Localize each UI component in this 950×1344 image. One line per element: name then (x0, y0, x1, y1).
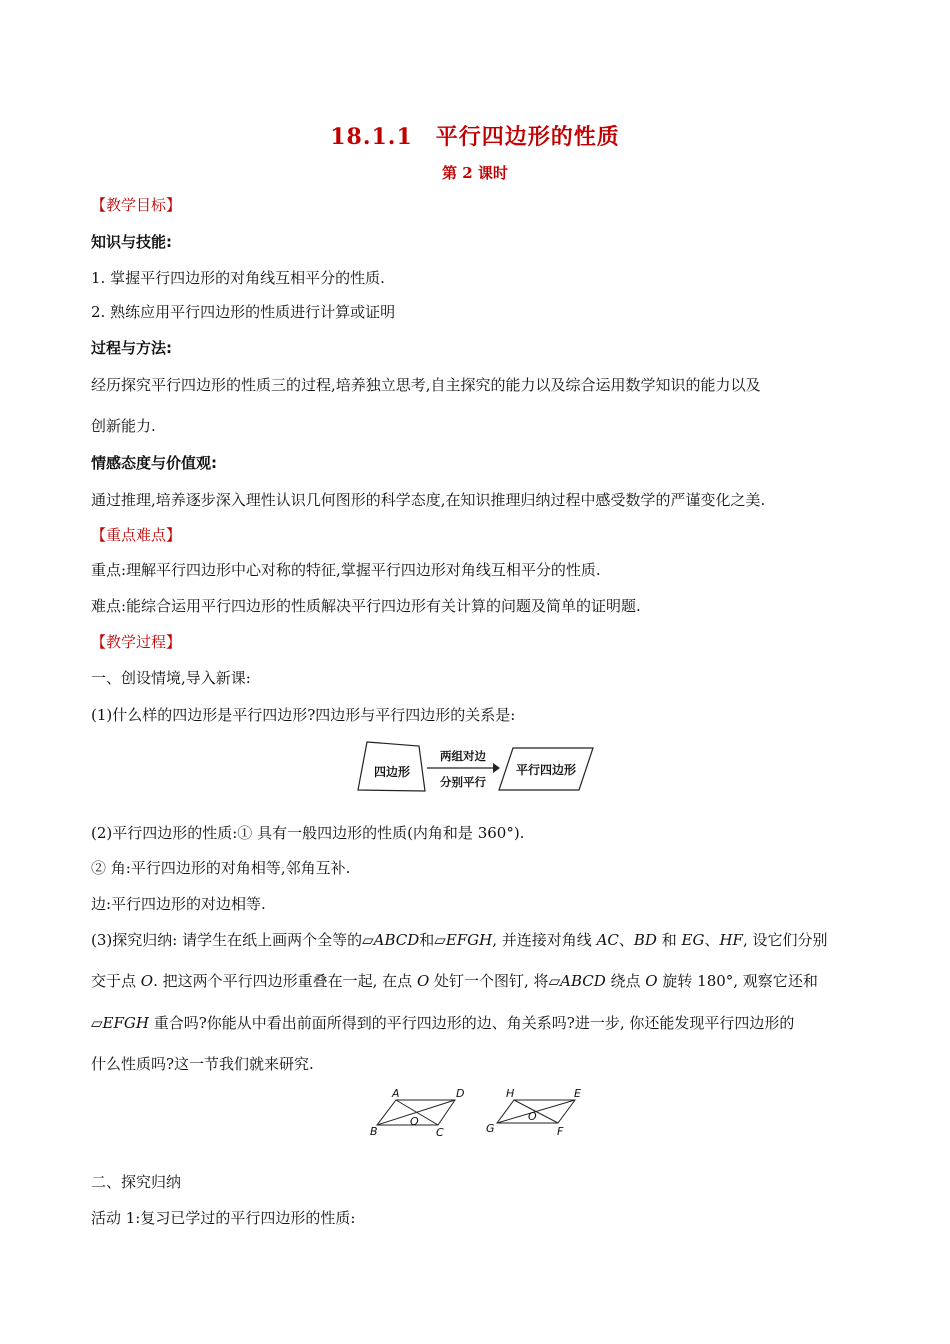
arrow-head (493, 763, 500, 773)
q3-text: (3)探究归纳: 请学生在纸上画两个全等的 (91, 931, 363, 949)
q3-text: 绕点 (605, 972, 646, 990)
knowledge-heading: 知识与技能: (91, 233, 172, 251)
q3-abcd: ABCD (560, 972, 606, 990)
focus-text: 重点:理解平行四边形中心对称的特征,掌握平行四边形对角线互相平分的性质. (91, 561, 601, 579)
section-heading-process: 【教学过程】 (91, 633, 182, 651)
part1-heading: 一、创设情境,导入新课: (91, 669, 251, 687)
q3-text: 、 (618, 931, 634, 949)
q3-o: O (416, 972, 430, 990)
label-f: F (557, 1125, 564, 1138)
parallelogram-symbol: ▱ (434, 931, 446, 949)
q3-text: , 设它们分别 (742, 931, 828, 949)
label-d: D (456, 1087, 465, 1100)
label-c: C (436, 1126, 444, 1139)
q3-bd: BD (633, 931, 657, 949)
method-text-line2: 创新能力. (91, 417, 156, 435)
parallelogram-symbol: ▱ (362, 931, 374, 949)
question-3-line1 (91, 930, 828, 950)
q3-text: 和 (656, 931, 682, 949)
activity-1: 活动 1:复习已学过的平行四边形的性质: (91, 1209, 356, 1227)
page-title: 18.1.1 平行四边形的性质 (330, 124, 620, 150)
label-e: E (574, 1087, 581, 1100)
parallelogram-label: 平行四边形 (515, 763, 577, 777)
question-3-line2 (91, 971, 818, 991)
q3-ac: AC (596, 931, 619, 949)
emotion-text: 通过推理,培养逐步深入理性认识几何图形的科学态度,在知识推理归纳过程中感受数学的严谨变化之美. (91, 491, 766, 509)
q3-text: 交于点 (91, 972, 141, 990)
question-2-side: 边:平行四边形的对边相等. (91, 895, 266, 913)
label-g: G (486, 1122, 495, 1135)
question-3-line4: 什么性质吗?这一节我们就来研究. (91, 1055, 314, 1073)
arrow-label-bottom: 分别平行 (440, 775, 486, 789)
label-o: O (410, 1115, 419, 1128)
q3-o: O (645, 972, 658, 990)
parallelogram-symbol: ▱ (548, 972, 561, 990)
q3-text: 重合吗?你能从中看出前面所得到的平行四边形的边、角关系吗?进一步, 你还能发现平行四边形的 (148, 1014, 795, 1032)
parallelogram-symbol: ▱ (91, 1014, 103, 1032)
q3-text: . 把这两个平行四边形重叠在一起, 在点 (153, 972, 417, 990)
section-heading-goals: 【教学目标】 (91, 196, 182, 214)
question-2-angle: ② 角:平行四边形的对角相等,邻角互补. (91, 859, 351, 877)
q3-hf: HF (719, 931, 743, 949)
part2-heading: 二、探究归纳 (91, 1173, 182, 1191)
question-2: (2)平行四边形的性质:① 具有一般四边形的性质(内角和是 360°). (91, 824, 525, 842)
q3-efgh: EFGH (102, 1014, 149, 1032)
question-1: (1)什么样的四边形是平行四边形?四边形与平行四边形的关系是: (91, 706, 516, 724)
q3-text: 旋转 180°, 观察它还和 (657, 972, 818, 990)
parallelogram-abcd (370, 1087, 464, 1139)
quadrilateral-label: 四边形 (373, 765, 411, 779)
label-o: O (528, 1110, 537, 1123)
method-heading: 过程与方法: (91, 339, 172, 357)
section-heading-key-points: 【重点难点】 (91, 526, 182, 544)
label-a: A (392, 1087, 400, 1100)
difficulty-text: 难点:能综合运用平行四边形的性质解决平行四边形有关计算的问题及简单的证明题. (91, 597, 641, 615)
label-h: H (506, 1087, 515, 1100)
q3-text: , 并连接对角线 (492, 931, 597, 949)
emotion-heading: 情感态度与价值观: (91, 454, 217, 472)
q3-text: 、 (704, 931, 720, 949)
quadrilateral-diagram (355, 738, 600, 798)
q3-efgh: EFGH (445, 931, 493, 949)
arrow-label-top: 两组对边 (440, 749, 486, 763)
q3-abcd: ABCD (373, 931, 420, 949)
knowledge-item-1: 1. 掌握平行四边形的对角线互相平分的性质. (91, 269, 385, 287)
q3-text: 处钉一个图钉, 将 (429, 972, 549, 990)
knowledge-item-2: 2. 熟练应用平行四边形的性质进行计算或证明 (91, 303, 396, 321)
parallelograms-figure (360, 1085, 595, 1140)
question-3-line3 (91, 1013, 794, 1033)
page-subtitle: 第 2 课时 (442, 164, 508, 182)
q3-text: 和 (419, 931, 435, 949)
q3-eg: EG (681, 931, 705, 949)
q3-o: O (140, 972, 154, 990)
parallelogram-efgh (486, 1087, 581, 1138)
label-b: B (370, 1125, 378, 1138)
method-text-line1: 经历探究平行四边形的性质三的过程,培养独立思考,自主探究的能力以及综合运用数学知识的能力以及 (91, 376, 761, 394)
